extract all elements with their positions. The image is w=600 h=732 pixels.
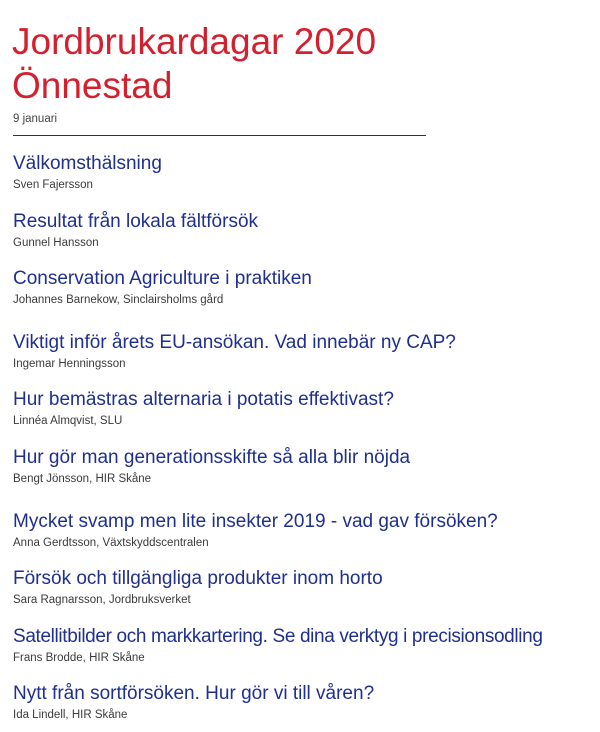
program-item — [13, 153, 162, 192]
program-item — [13, 511, 498, 550]
program-item — [13, 447, 410, 486]
program-item-speaker: Sven Fajersson — [13, 179, 93, 191]
event-date: 9 januari — [13, 113, 58, 125]
header-divider — [13, 135, 426, 136]
program-item-title: Hur bemästras alternaria i potatis effektivast? — [13, 389, 394, 410]
program-item — [13, 568, 383, 607]
program-item-speaker: Sara Ragnarsson, Jordbruksverket — [13, 594, 191, 606]
program-item-title: Försök och tillgängliga produkter inom horto — [13, 568, 383, 589]
title-line-event: Jordbrukardagar 2020 — [12, 21, 377, 62]
program-item — [13, 389, 394, 428]
program-item-speaker: Bengt Jönsson, HIR Skåne — [13, 473, 152, 485]
program-item — [13, 332, 456, 371]
program-item-title: Conservation Agriculture i praktiken — [13, 268, 312, 289]
page-title — [12, 20, 376, 108]
program-item-title: Viktigt inför årets EU-ansökan. Vad innebär ny CAP? — [13, 332, 456, 353]
program-item — [13, 211, 258, 250]
program-item-speaker: Frans Brodde, HIR Skåne — [13, 652, 145, 664]
program-item-title: Resultat från lokala fältförsök — [13, 211, 259, 232]
program-item-speaker: Linnéa Almqvist, SLU — [13, 415, 123, 427]
program-item-speaker: Ida Lindell, HIR Skåne — [13, 709, 128, 721]
program-item-speaker: Johannes Barnekow, Sinclairsholms gård — [13, 294, 224, 306]
program-item-title: Välkomsthälsning — [13, 153, 162, 174]
title-line-location: Önnestad — [12, 65, 173, 106]
program-item — [13, 683, 374, 722]
program-item-speaker: Ingemar Henningsson — [13, 358, 126, 370]
program-item-speaker: Gunnel Hansson — [13, 237, 99, 249]
program-item-title: Satellitbilder och markkartering. Se dina verktyg i precisionsodling — [13, 626, 543, 647]
program-item-speaker: Anna Gerdtsson, Växtskyddscentralen — [13, 537, 209, 549]
program-item — [13, 268, 312, 307]
program-item-title: Nytt från sortförsöken. Hur gör vi till våren? — [13, 683, 375, 704]
program-item — [13, 626, 543, 665]
program-item-title: Mycket svamp men lite insekter 2019 - vad gav försöken? — [13, 511, 498, 532]
program-item-title: Hur gör man generationsskifte så alla blir nöjda — [13, 447, 411, 468]
